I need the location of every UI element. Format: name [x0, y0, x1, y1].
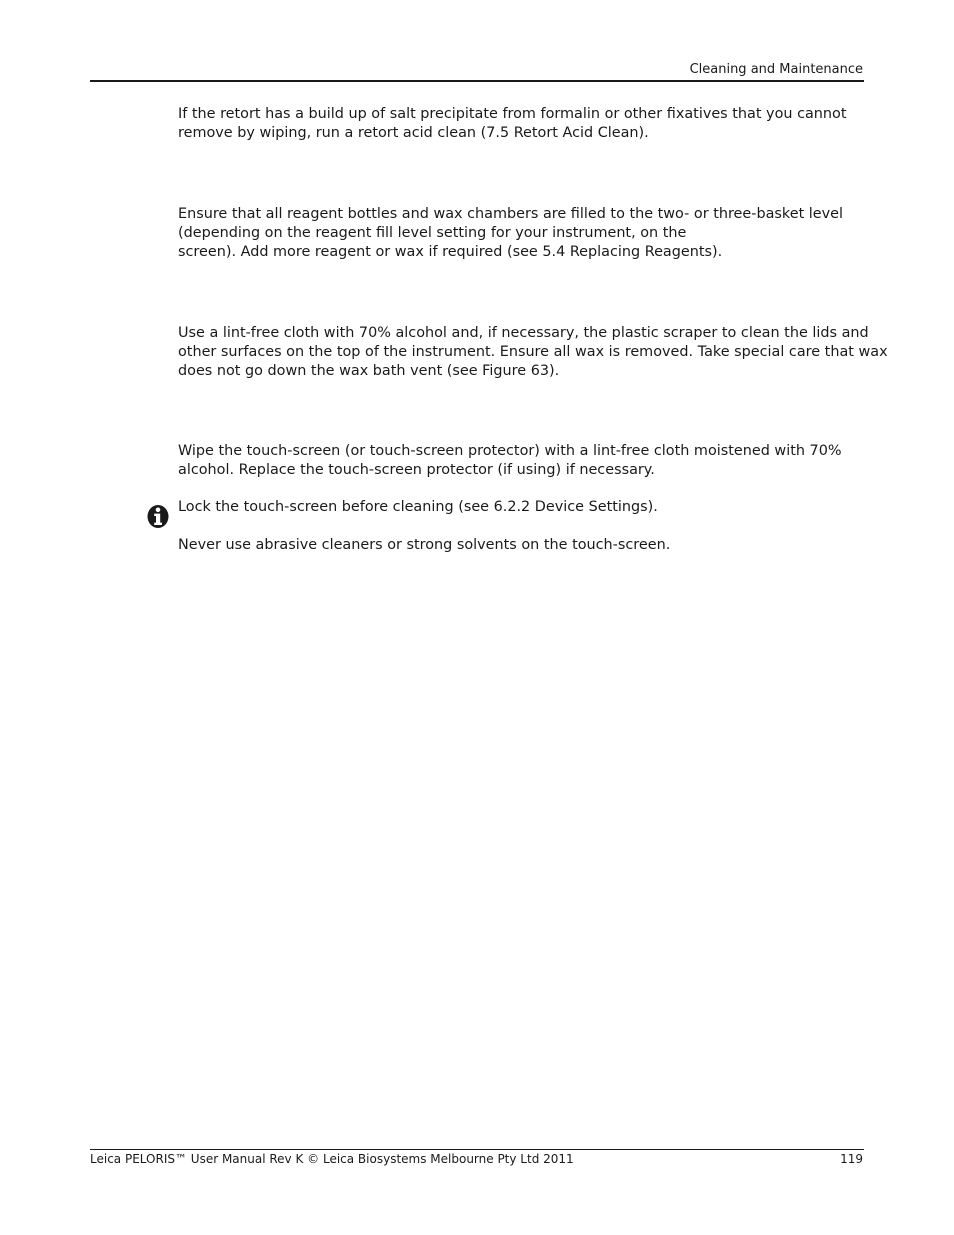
running-header-title: Cleaning and Maintenance [689, 62, 863, 77]
footer-manual-info: Leica PELORIS™ User Manual Rev K © Leica Biosystems Melbourne Pty Ltd 2011 [90, 1152, 574, 1166]
paragraph-abrasive-warning [178, 536, 868, 555]
paragraph-line: (depending on the reagent fill level setting for your instrument, on the [178, 225, 687, 241]
note-lock-touch-screen [178, 498, 868, 517]
paragraph-line: Ensure that all reagent bottles and wax chambers are filled to the two- or three-basket level [178, 206, 844, 222]
paragraph-clean-touch-screen [178, 442, 868, 480]
paragraph-line: Wipe the touch-screen (or touch-screen protector) with a lint-free cloth moistened with 70% [178, 443, 842, 459]
info-icon [146, 503, 170, 529]
paragraph-retort-acid-clean [178, 105, 868, 143]
paragraph-line: Use a lint-free cloth with 70% alcohol and, if necessary, the plastic scraper to clean the lids and [178, 325, 869, 341]
note-text: Lock the touch-screen before cleaning (see 6.2.2 Device Settings). [178, 499, 658, 515]
paragraph-reagent-levels [178, 205, 868, 262]
header-divider [90, 80, 864, 82]
paragraph-line: other surfaces on the top of the instrument. Ensure all wax is removed. Take special care that wax [178, 344, 888, 360]
footer-divider [90, 1149, 864, 1150]
paragraph-clean-lids [178, 324, 888, 381]
paragraph-line: does not go down the wax bath vent (see Figure 63). [178, 363, 560, 379]
paragraph-line: remove by wiping, run a retort acid clean (7.5 Retort Acid Clean). [178, 125, 649, 141]
paragraph-line: alcohol. Replace the touch-screen protector (if using) if necessary. [178, 462, 655, 478]
paragraph-line: Never use abrasive cleaners or strong solvents on the touch-screen. [178, 537, 671, 553]
paragraph-line: screen). Add more reagent or wax if required (see 5.4 Replacing Reagents). [178, 244, 723, 260]
paragraph-line: If the retort has a build up of salt precipitate from formalin or other fixatives that you cannot [178, 106, 847, 122]
page-number: 119 [840, 1152, 863, 1166]
